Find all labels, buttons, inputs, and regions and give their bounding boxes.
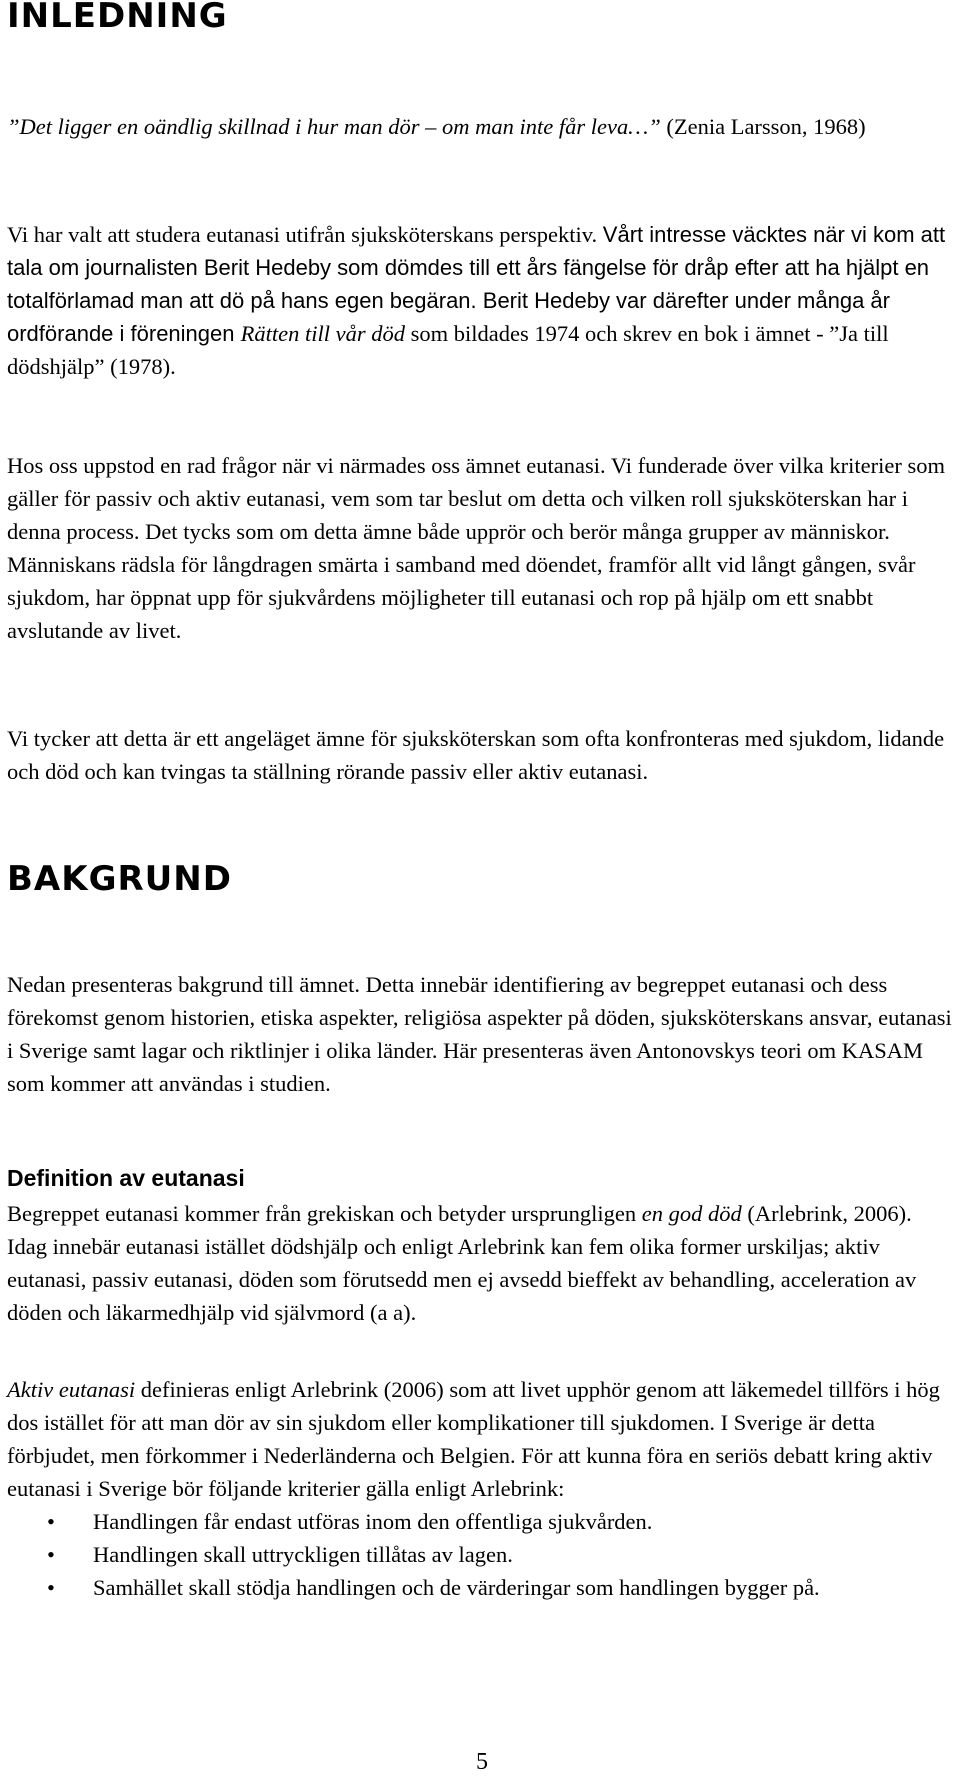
list-item: [7, 1505, 953, 1538]
list-item-text: Handlingen skall uttryckligen tillåtas av lagen.: [93, 1542, 513, 1567]
definition-paragraph-1: [7, 1197, 953, 1329]
bullet-icon: •: [47, 1542, 55, 1567]
intro-quote: ”Det ligger en oändlig skillnad i hur man dör – om man inte får leva…”: [7, 114, 661, 139]
intro-p1-sans: Vårt intresse väcktes när vi kom att tala om journalisten Berit Hedeby som dömdes till ett års fängelse för dråp efter att ha hjälpt en totalförlamad man att dö på hans egen begäran. Berit Hedeby var därefter under många år ordförande i föreningen: [7, 222, 946, 346]
intro-quote-paragraph: [7, 110, 953, 143]
heading-inledning: INLEDNING: [7, 0, 228, 36]
heading-definition: Definition av eutanasi: [7, 1165, 245, 1191]
list-item: [7, 1538, 953, 1571]
page-number: 5: [476, 1749, 488, 1775]
heading-bakgrund: BAKGRUND: [7, 859, 232, 899]
intro-paragraph-2: Hos oss uppstod en rad frågor när vi närmades oss ämnet eutanasi. Vi funderade över vilka kriterier som gäller för passiv och aktiv eutanasi, vem som tar beslut om detta och vilken roll sjuksköterskan har i denna process. Det tycks som om detta ämne både upprör och berör många grupper av människor. Människans rädsla för långdragen smärta i samband med döendet, framför allt vid långt gången, svår sjukdom, har öppnat upp för sjukvårdens möjligheter till eutanasi och rop på hjälp om ett snabbt avslutande av livet.: [7, 453, 945, 643]
definition-paragraph-2: [7, 1373, 953, 1505]
background-paragraph-1: Nedan presenteras bakgrund till ämnet. Detta innebär identifiering av begreppet eutanasi och dess förekomst genom historien, etiska aspekter, religiösa aspekter på döden, sjuksköterskans ansvar, eutanasi i Sverige samt lagar och riktlinjer i olika länder. Här presenteras även Antonovskys teori om KASAM som kommer att användas i studien.: [7, 972, 952, 1096]
list-item: [7, 1571, 953, 1604]
intro-paragraph-3: Vi tycker att detta är ett angeläget ämne för sjuksköterskan som ofta konfronteras med sjukdom, lidande och död och kan tvingas ta ställning rörande passiv eller aktiv eutanasi.: [7, 726, 945, 784]
bullet-icon: •: [47, 1575, 55, 1600]
bullet-icon: •: [47, 1509, 55, 1534]
definition-p1-term: en god död: [641, 1201, 742, 1226]
intro-quote-citation: (Zenia Larsson, 1968): [660, 114, 866, 139]
definition-p2-text: definieras enligt Arlebrink (2006) som att livet upphör genom att läkemedel tillförs i hög dos istället för att man dör av sin sjukdom eller komplikationer till sjukdomen. I Sverige är detta förbjudet, men förkommer i Nederländerna och Belgien. För att kunna föra en seriös debatt kring aktiv eutanasi i Sverige bör följande kriterier gälla enligt Arlebrink:: [7, 1377, 940, 1501]
definition-p1-end: (Arlebrink, 2006). Idag innebär eutanasi istället dödshjälp och enligt Arlebrink kan fem olika former urskiljas; aktiv eutanasi, passiv eutanasi, döden som förutsedd men ej avsedd bieffekt av behandling, acceleration av döden och läkarmedhjälp vid självmord (a a).: [7, 1201, 917, 1325]
intro-p1-end: som bildades 1974 och skrev en bok i ämnet - ”Ja till dödshjälp” (1978).: [7, 321, 889, 379]
definition-p1-start: Begreppet eutanasi kommer från grekiskan och betyder ursprungligen: [7, 1201, 642, 1226]
intro-paragraph-1: [7, 218, 953, 383]
list-item-text: Handlingen får endast utföras inom den offentliga sjukvården.: [93, 1509, 653, 1534]
intro-p1-organisation: Rätten till vår död: [240, 321, 405, 346]
list-item-text: Samhället skall stödja handlingen och de värderingar som handlingen bygger på.: [93, 1575, 820, 1600]
intro-p1-start: Vi har valt att studera eutanasi utifrån sjuksköterskans perspektiv.: [7, 222, 603, 247]
criteria-list: [7, 1505, 953, 1604]
definition-p2-term: Aktiv eutanasi: [7, 1377, 136, 1402]
